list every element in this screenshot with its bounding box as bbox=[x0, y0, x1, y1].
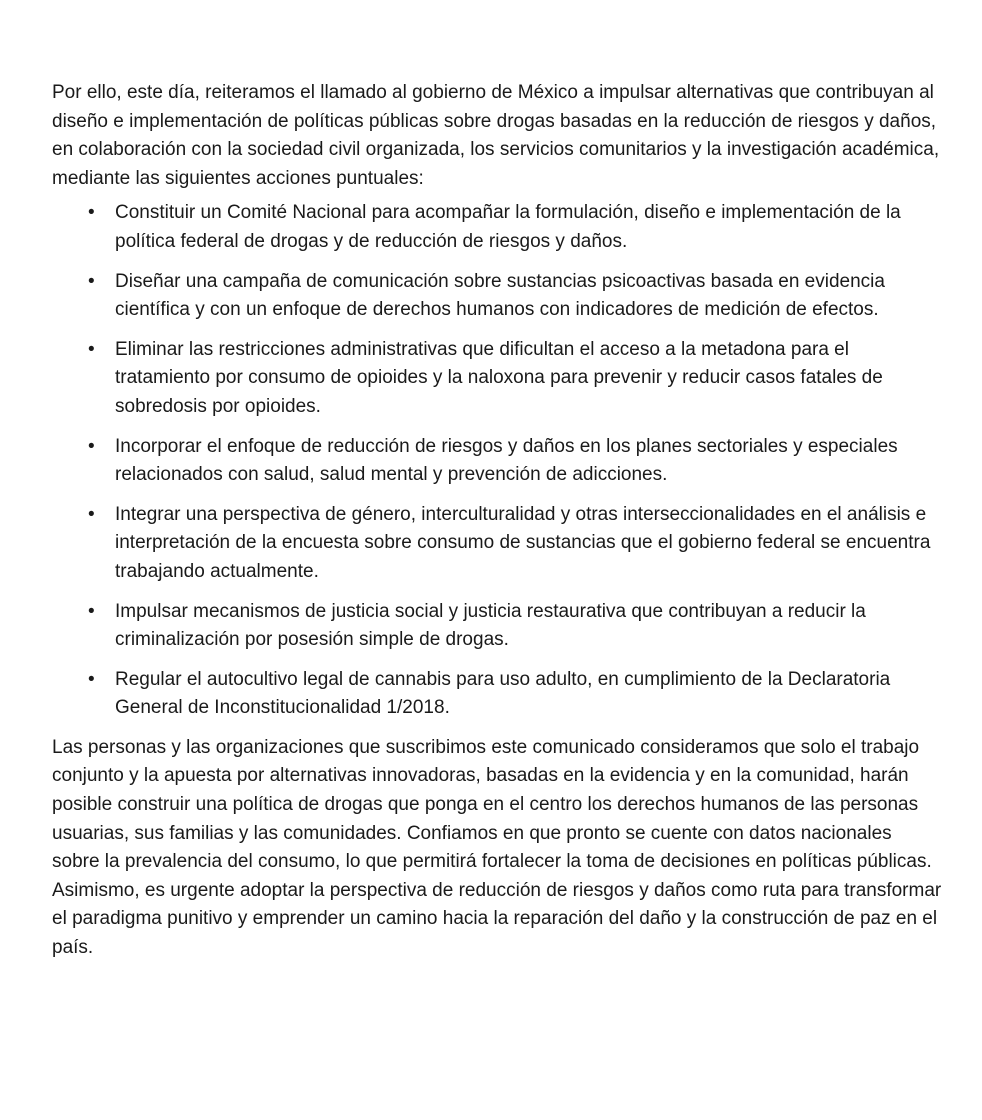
action-item bbox=[52, 598, 942, 655]
action-text: Integrar una perspectiva de género, interculturalidad y otras interseccionalidades en el análisis e interpretación de la encuesta sobre consumo de sustancias que el gobierno federal se encuentra trabajando actualmente. bbox=[115, 503, 931, 582]
bullet-icon: • bbox=[88, 600, 95, 622]
action-text: Constituir un Comité Nacional para acompañar la formulación, diseño e implementación de la política federal de drogas y de reducción de riesgos y daños. bbox=[115, 202, 901, 252]
action-item bbox=[52, 666, 942, 723]
action-text: Impulsar mecanismos de justicia social y justicia restaurativa que contribuyan a reducir la criminalización por posesión simple de drogas. bbox=[115, 600, 866, 651]
bullet-icon: • bbox=[88, 668, 95, 690]
action-text: Regular el autocultivo legal de cannabis para uso adulto, en cumplimiento de la Declaratoria General de Inconstitucionalidad 1/2018. bbox=[115, 668, 891, 719]
bullet-icon: • bbox=[88, 338, 95, 360]
bullet-icon: • bbox=[88, 503, 95, 525]
action-item bbox=[52, 268, 942, 325]
document-page bbox=[52, 79, 942, 963]
actions-list bbox=[52, 199, 942, 723]
action-item bbox=[52, 336, 942, 422]
action-text: Incorporar el enfoque de reducción de riesgos y daños en los planes sectoriales y especiales relacionados con salud, salud mental y prevención de adicciones. bbox=[115, 435, 898, 486]
action-text: Diseñar una campaña de comunicación sobre sustancias psicoactivas basada en evidencia científica y con un enfoque de derechos humanos con indicadores de medición de efectos. bbox=[115, 270, 885, 321]
action-item bbox=[52, 199, 942, 256]
bullet-icon: • bbox=[88, 270, 95, 292]
action-item bbox=[52, 501, 942, 587]
bullet-icon: • bbox=[88, 202, 95, 224]
action-item bbox=[52, 433, 942, 490]
bullet-icon: • bbox=[88, 435, 95, 457]
closing-paragraph: Las personas y las organizaciones que suscribimos este comunicado consideramos que solo el trabajo conjunto y la apuesta por alternativas innovadoras, basadas en la evidencia y en la comunidad, harán posible construir una política de drogas que ponga en el centro los derechos humanos de las personas usuarias, sus familias y las comunidades. Confiamos en que pronto se cuente con datos nacionales sobre la prevalencia del consumo, lo que permitirá fortalecer la toma de decisiones en políticas públicas. Asimismo, es urgente adoptar la perspectiva de reducción de riesgos y daños como ruta para transformar el paradigma punitivo y emprender un camino hacia la reparación del daño y la construcción de paz en el país. bbox=[52, 736, 942, 959]
action-text: Eliminar las restricciones administrativas que dificultan el acceso a la metadona para el tratamiento por consumo de opioides y la naloxona para prevenir y reducir casos fatales de sobredosis por opioides. bbox=[115, 338, 883, 417]
intro-paragraph: Por ello, este día, reiteramos el llamado al gobierno de México a impulsar alternativas que contribuyan al diseño e implementación de políticas públicas sobre drogas basadas en la reducción de riesgos y daños, en colaboración con la sociedad civil organizada, los servicios comunitarios y la investigación académica, mediante las siguientes acciones puntuales: bbox=[52, 82, 940, 189]
